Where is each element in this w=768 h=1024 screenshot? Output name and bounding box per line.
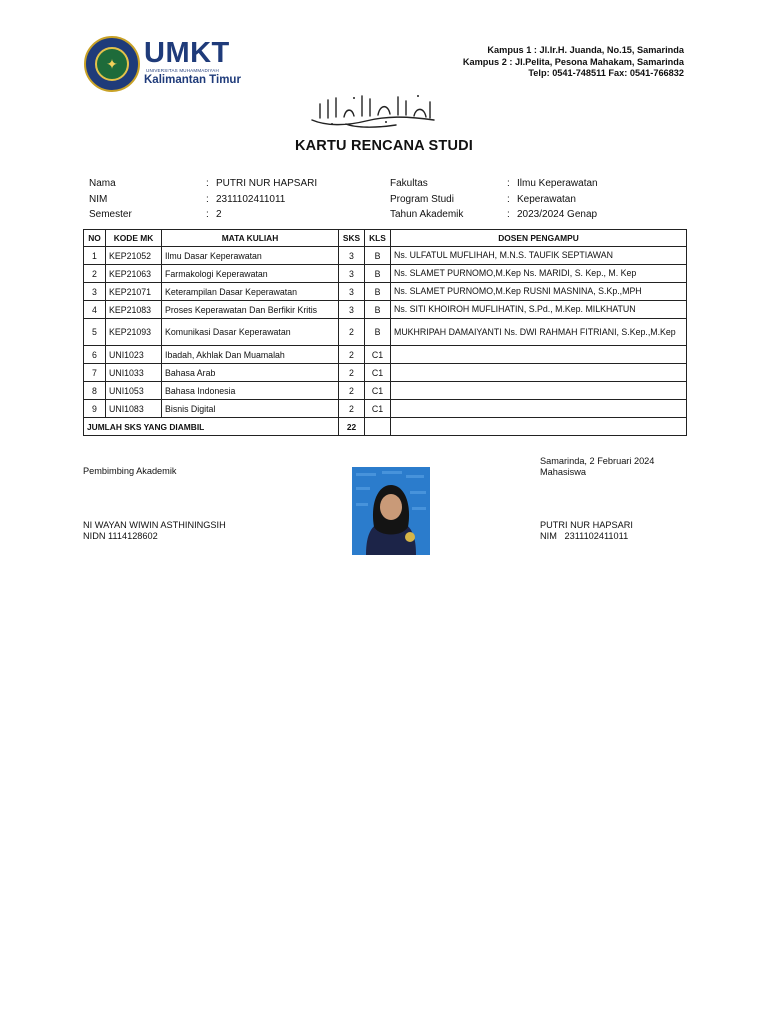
academic-info — [390, 176, 690, 223]
column-header: DOSEN PENGAMPU — [391, 230, 687, 247]
cell-sks: 3 — [339, 247, 365, 265]
info-row-nama: Nama : PUTRI NUR HAPSARI — [89, 176, 369, 192]
cell-sks: 3 — [339, 283, 365, 301]
campus-address — [463, 45, 684, 80]
info-value: PUTRI NUR HAPSARI — [216, 178, 318, 189]
table-row — [84, 265, 687, 283]
cell-kode: UNI1033 — [106, 364, 162, 382]
cell-kode: UNI1023 — [106, 346, 162, 364]
column-header: SKS — [339, 230, 365, 247]
cell-no: 1 — [84, 247, 106, 265]
table-row — [84, 346, 687, 364]
column-header: KODE MK — [106, 230, 162, 247]
logo-subtitle: UNIVERSITAS MUHAMMADIYAH — [146, 68, 219, 73]
student-photo — [352, 467, 430, 555]
info-value: 2311102411011 — [216, 193, 286, 205]
cell-dosen — [391, 382, 687, 400]
student-portrait-icon — [352, 467, 430, 555]
cell-kode: UNI1083 — [106, 400, 162, 418]
cell-sks: 2 — [339, 400, 365, 418]
cell-sks: 2 — [339, 382, 365, 400]
table-row — [84, 400, 687, 418]
cell-dosen: Ns. ULFATUL MUFLIHAH, M.N.S. TAUFIK SEPTIAWAN — [391, 247, 687, 265]
cell-kls: C1 — [365, 364, 391, 382]
table-row — [84, 247, 687, 265]
cell-mata-kuliah: Farmakologi Keperawatan — [162, 265, 339, 283]
cell-kode: KEP21071 — [106, 283, 162, 301]
university-seal-icon: ✦ — [84, 36, 140, 92]
cell-mata-kuliah: Bahasa Arab — [162, 364, 339, 382]
total-row — [84, 418, 687, 436]
cell-dosen: MUKHRIPAH DAMAIYANTI Ns. DWI RAHMAH FITRIANI, S.Kep.,M.Kep — [391, 319, 687, 346]
cell-dosen — [391, 346, 687, 364]
cell-mata-kuliah: Bahasa Indonesia — [162, 382, 339, 400]
cell-no: 7 — [84, 364, 106, 382]
info-label: Tahun Akademik — [390, 209, 464, 220]
logo-wordmark: UMKT — [144, 37, 230, 69]
info-value: 2023/2024 Genap — [517, 209, 598, 220]
cell-no: 8 — [84, 382, 106, 400]
cell-no: 9 — [84, 400, 106, 418]
cell-sks: 3 — [339, 301, 365, 319]
address-line: Telp: 0541-748511 Fax: 0541-766832 — [528, 68, 684, 78]
student-signature-nim: NIM 2311102411011 — [540, 531, 629, 541]
cell-kls: C1 — [365, 382, 391, 400]
cell-sks: 2 — [339, 364, 365, 382]
cell-kls: B — [365, 265, 391, 283]
info-value: Ilmu Keperawatan — [517, 178, 598, 189]
umkt-logo — [84, 36, 241, 92]
cell-mata-kuliah: Ibadah, Akhlak Dan Muamalah — [162, 346, 339, 364]
cell-no: 2 — [84, 265, 106, 283]
info-label: Program Studi — [390, 193, 454, 205]
total-label: JUMLAH SKS YANG DIAMBIL — [84, 418, 339, 436]
table-row — [84, 283, 687, 301]
student-signature-name: PUTRI NUR HAPSARI — [540, 520, 633, 530]
info-label: Fakultas — [390, 178, 428, 189]
info-row-nim: NIM : 2311102411011 — [89, 192, 369, 208]
cell-sks: 3 — [339, 265, 365, 283]
info-row-semester: Semester : 2 — [89, 207, 369, 223]
table-row — [84, 364, 687, 382]
cell-dosen: Ns. SLAMET PURNOMO,M.Kep Ns. MARIDI, S. Kep., M. Kep — [391, 265, 687, 283]
info-value: 2 — [216, 209, 222, 220]
cell-mata-kuliah: Komunikasi Dasar Keperawatan — [162, 319, 339, 346]
advisor-role: Pembimbing Akademik — [83, 466, 177, 476]
cell-no: 3 — [84, 283, 106, 301]
cell-sks: 2 — [339, 319, 365, 346]
column-header: KLS — [365, 230, 391, 247]
student-info — [89, 176, 369, 223]
address-line: Kampus 1 : Jl.Ir.H. Juanda, No.15, Samarinda — [487, 45, 684, 55]
basmala-calligraphy-icon — [306, 90, 440, 130]
cell-kode: KEP21083 — [106, 301, 162, 319]
info-value: Keperawatan — [517, 193, 576, 205]
cell-no: 6 — [84, 346, 106, 364]
info-label: Semester — [89, 209, 132, 220]
table-row — [84, 301, 687, 319]
table-row — [84, 382, 687, 400]
cell-kls: C1 — [365, 346, 391, 364]
cell-dosen — [391, 364, 687, 382]
cell-kode: KEP21063 — [106, 265, 162, 283]
info-label: NIM — [89, 193, 108, 205]
cell-kls: B — [365, 301, 391, 319]
cell-mata-kuliah: Bisnis Digital — [162, 400, 339, 418]
cell-sks: 2 — [339, 346, 365, 364]
cell-dosen: Ns. SLAMET PURNOMO,M.Kep RUSNI MASNINA, S.Kp.,MPH — [391, 283, 687, 301]
cell-mata-kuliah: Keterampilan Dasar Keperawatan — [162, 283, 339, 301]
document-title: KARTU RENCANA STUDI — [294, 138, 474, 154]
info-row-fakultas: Fakultas : Ilmu Keperawatan — [390, 176, 690, 192]
info-row-tahun-akademik: Tahun Akademik : 2023/2024 Genap — [390, 207, 690, 223]
advisor-name: NI WAYAN WIWIN ASTHININGSIH — [83, 520, 226, 530]
total-sks: 22 — [339, 418, 365, 436]
cell-kls: C1 — [365, 400, 391, 418]
info-label: Nama — [89, 178, 116, 189]
cell-kode: KEP21052 — [106, 247, 162, 265]
cell-dosen — [391, 400, 687, 418]
cell-mata-kuliah: Ilmu Dasar Keperawatan — [162, 247, 339, 265]
cell-no: 5 — [84, 319, 106, 346]
place-date: Samarinda, 2 Februari 2024 — [540, 456, 655, 466]
column-header: NO — [84, 230, 106, 247]
cell-kode: UNI1053 — [106, 382, 162, 400]
table-header-row — [84, 230, 687, 247]
cell-kls: B — [365, 319, 391, 346]
logo-region: Kalimantan Timur — [144, 74, 241, 86]
address-line: Kampus 2 : Jl.Pelita, Pesona Mahakam, Samarinda — [462, 56, 684, 67]
student-role: Mahasiswa — [540, 467, 586, 477]
course-table — [83, 229, 687, 436]
column-header: MATA KULIAH — [162, 230, 339, 247]
cell-kls: B — [365, 247, 391, 265]
cell-mata-kuliah: Proses Keperawatan Dan Berfikir Kritis — [162, 301, 339, 319]
table-row — [84, 319, 687, 346]
cell-dosen: Ns. SITI KHOIROH MUFLIHATIN, S.Pd., M.Kep. MILKHATUN — [391, 301, 687, 319]
info-row-program-studi: Program Studi : Keperawatan — [390, 192, 690, 208]
cell-no: 4 — [84, 301, 106, 319]
cell-kode: KEP21093 — [106, 319, 162, 346]
advisor-nidn: NIDN 1114128602 — [83, 531, 158, 541]
cell-kls: B — [365, 283, 391, 301]
